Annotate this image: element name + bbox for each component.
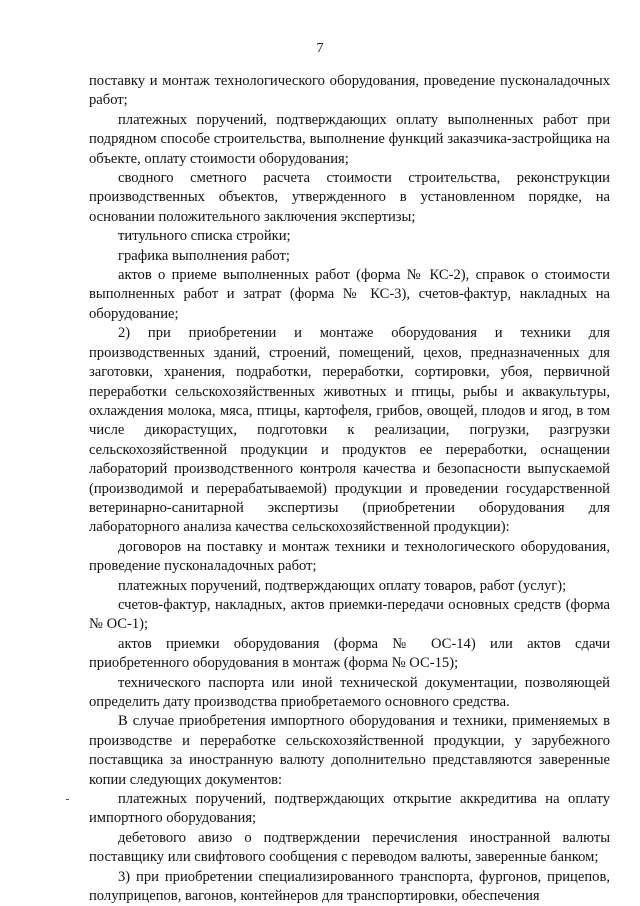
paragraph: сводного сметного расчета стоимости строительства, реконструкции производственных объектов, утвержденного в установленном порядке, на основании положительного заключения экспертизы; [89,170,610,225]
scan-speck [66,799,69,800]
document-body [89,72,610,906]
paragraph: платежных поручений, подтверждающих открытие аккредитива на оплату импортного оборудования; [89,791,610,827]
paragraph: графика выполнения работ; [118,247,290,264]
paragraph: 3) при приобретении специализированного транспорта, фургонов, прицепов, полуприцепов, вагонов, контейнеров для транспортировки, обеспечения [89,868,610,905]
paragraph: дебетового авизо о подтверждении перечисления иностранной валюты поставщику или свифтового сообщения с переводом валюты, заверенные банком; [89,829,610,866]
paragraph: технического паспорта или иной технической документации, позволяющей определить дату производства приобретаемого основного средства. [89,674,610,710]
paragraph: поставку и монтаж технологического оборудования, проведение пусконаладочных работ; [89,73,610,109]
page-number: 7 [316,41,324,56]
paragraph: актов приемки оборудования (форма № ОС-14) или актов сдачи приобретенного оборудования в монтаж (форма № ОС-15); [89,635,610,672]
paragraph: платежных поручений, подтверждающих оплату выполненных работ при подрядном способе строительства, выполнение функций заказчика-застройщика на объекте, оплату стоимости оборудования; [89,111,610,167]
paragraph: счетов-фактур, накладных, актов приемки-передачи основных средств (форма № ОС-1); [89,596,610,633]
paragraph: платежных поручений, подтверждающих оплату товаров, работ (услуг); [118,577,567,594]
paragraph: договоров на поставку и монтаж техники и технологического оборудования, проведение пусконаладочных работ; [89,538,610,575]
paragraph: 2) при приобретении и монтаже оборудования и техники для производственных зданий, строений, помещений, цехов, предназначенных для заготовки, хранения, подработки, переработки, сортировки, убоя, первичной переработки сельскохозяйственных животных и птицы, рыбы и аквакультуры, охлаждения молока, мяса, птицы, картофеля, грибов, овощей, плодов и ягод, в том числе дикорастущих, подготовки к реализации, погрузки, разгрузки сельскохозяйственной продукции и продуктов ее переработки, оснащении лабораторий производственного контроля качества и безопасности выпускаемой (производимой и перерабатываемой) продукции и проведении государственной ветеринарно-санитарной экспертизы (приобретении оборудования для лабораторного анализа качества сельскохозяйственной продукции): [89,325,610,536]
paragraph: титульного списка стройки; [118,228,291,245]
paragraph: В случае приобретения импортного оборудования и техники, применяемых в производстве и переработке сельскохозяйственной продукции, у зарубежного поставщика за иностранную валюту дополнительно представляются заверенные копии следующих документов: [89,713,610,788]
paragraph: актов о приеме выполненных работ (форма № КС-2), справок о стоимости выполненных работ и затрат (форма № КС-3), счетов-фактур, накладных на оборудование; [89,267,610,322]
